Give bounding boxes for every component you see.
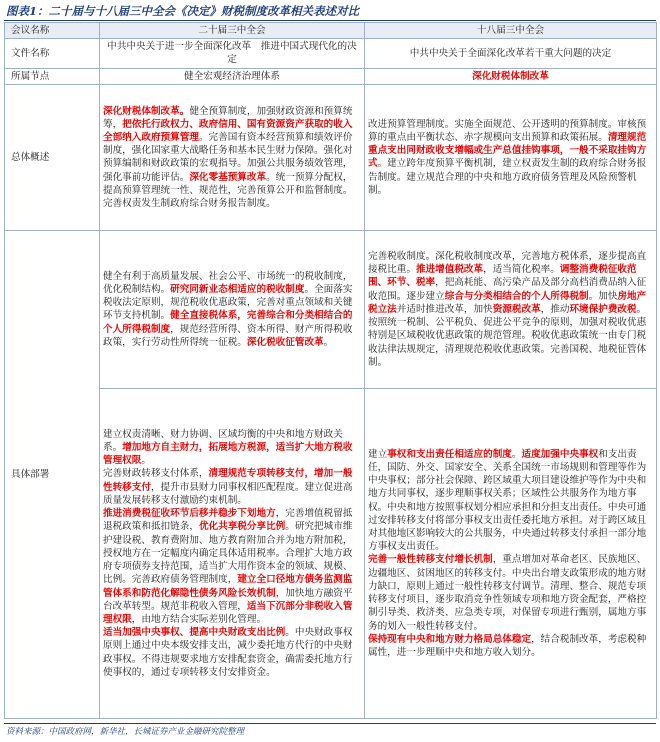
highlight-text: 把依托行政权力、政府信用、国有资源资产获取的收入全部纳入政府预算管理 (103, 118, 353, 143)
body-text: 按照统一税制、公平税负、促进公平竞争的原则，加强对税收优惠特别是区域税收优惠政策的规范管理。税收优惠政策统一由专门税收法律法规规定，清理规范税收优惠政策。完善国税、地税征管体制。 (368, 317, 647, 368)
node-col3: 深化财税体制改革 (365, 68, 657, 84)
header-col2: 二十届三中全会 (100, 23, 365, 39)
body-text: 。 (636, 303, 647, 315)
body-text: ，结合税制改革，考虑税种属性，进一步理顺中央和地方收入划分。 (368, 633, 647, 659)
overview-row (5, 84, 657, 230)
highlight-text: 适当加强中央事权、提高中央财政支出比例 (103, 627, 286, 639)
body-text: 改进预算管理制度。实施全面规范、公开透明的预算制度。审核预算的重点由平衡状态、赤字规模向支出预算和政策拓展。 (368, 118, 647, 143)
overview-label: 总体概述 (5, 84, 100, 230)
header-col3: 十八届三中全会 (365, 23, 657, 39)
highlight-text: 研究同新业态相适应的税收制度 (170, 283, 305, 295)
highlight-text: 增加地方自主财力，拓展地方税源，适当扩大地方税收管理权限 (103, 441, 353, 467)
highlight-text: 深化零基预算改革 (189, 171, 267, 183)
deploy-col2 (100, 388, 365, 718)
highlight-text: 推进消费税征收环节后移并稳步下划地方 (103, 508, 276, 520)
overview-col3 (365, 84, 657, 230)
body-text: 建立 (368, 448, 388, 460)
body-text: 健全预算制度，加强财政资源和预算统筹， (103, 105, 353, 130)
body-text: 。建立跨年度预算平衡机制，建立权责发生制的政府综合财务报告制度。建立规范合理的中央和地方政府债务管理及风险预警机制。 (368, 158, 647, 196)
highlight-text: 深化财税体制改革。 (103, 105, 190, 117)
doc-row (5, 39, 657, 68)
body-text: 完善财政转移支付体系， (103, 468, 209, 480)
body-text: ，重点增加对革命老区、民族地区、边疆地区、贫困地区的转移支付。中央出台增支政策形成的地方财力缺口，原则上通过一般性转移支付调节。清理、整合、规范专项转移支付项目，逐步取消竞争性领域专项和地方资金配套，严格控制引导类、救济类、应急类专项，对保留专项进行甄别，属地方事务的划入一般性转移支付。 (368, 554, 647, 632)
highlight-text: 清理规范专项转移支付，增加一般性转移支付 (103, 468, 353, 493)
body-text: 健全有利于高质量发展、社会公平、市场统一的税收制度，优化税制结构。 (103, 270, 353, 295)
doc-col2: 中共中央关于进一步全面深化改革 推进中国式现代化的决定 (100, 39, 365, 68)
body-text: ，推动 (540, 303, 570, 315)
body-text: ，把高耗能、高污染产品及部分高档消费品纳入征收范围。逐步建立 (368, 277, 647, 302)
highlight-text: 优化共享税分享比例 (198, 521, 286, 533)
body-text: 。加快 (588, 290, 618, 302)
node-col2: 健全宏观经济治理体系 (100, 68, 365, 84)
body-text: 。全面落实税收法定原则，规范税收优惠政策，完善对重点领域和关键环节支持机制。 (103, 283, 353, 322)
comparison-table (4, 22, 657, 719)
tax-col3 (365, 230, 657, 388)
body-text: 。 (511, 448, 522, 460)
highlight-text: 推进增值税改革 (415, 264, 484, 276)
deploy-col3 (365, 388, 657, 718)
highlight-text: 适度加强中央事权 (521, 448, 599, 460)
node-row (5, 68, 657, 84)
highlight-text: 适当下沉部分非税收入管理权限 (103, 600, 353, 625)
body-text: 。研究把城市维护建设税、教育费附加、地方教育附加合并为地方附加税，授权地方在一定幅度内确定具体适用税率。合理扩大地方政府专项债券支持范围，适当扩大用作资本金的领域、规模、比例。完善政府债务管理制度， (103, 521, 353, 586)
highlight-text: 完善一般性转移支付增长机制 (368, 554, 493, 566)
body-text: 。 (323, 336, 334, 348)
highlight-text: 事权和支出责任相适应的制度 (387, 448, 512, 460)
body-text: ，加快地方融资平台改革转型。规范非税收入管理， (103, 587, 353, 612)
tax-col2 (100, 230, 365, 388)
highlight-text: 清理规范重点支出同财政收支增幅或生产总值挂钩事项，一般不采取挂钩方式 (368, 131, 647, 170)
highlight-text: 房地产税立法 (368, 290, 647, 315)
body-text: 建立权责清晰、财力协调、区域均衡的中央和地方财政关系。 (103, 428, 343, 453)
tax-row (5, 230, 657, 388)
highlight-text: 保持现有中央和地方财力格局总体稳定 (368, 633, 532, 645)
header-row (5, 23, 657, 39)
title-rule (4, 20, 656, 21)
bottom-rule (4, 723, 656, 724)
body-text: 和支出责任，国防、外交、国家安全、关系全国统一市场规则和管理等作为中央事权；部分社会保障、跨区域重大项目建设维护等作为中央和地方共同事权，逐步理顺事权关系；区域性公共服务作为地方事权。中央和地方按照事权划分相应承担和分担支出责任。中央可通过安排转移支付将部分事权支出责任委托地方承担。对于跨区域且对其他地区影响较大的公共服务，中央通过转移支付承担一部分地方事权支出责任。 (368, 448, 647, 553)
doc-label: 文件名称 (5, 39, 100, 68)
body-text: 。中央财政事权原则上通过中央本级安排支出，减少委托地方代行的中央财政事权。不得违规要求地方安排配套资金，确需委托地方行使事权的，通过专项转移支付安排资金。 (103, 627, 353, 678)
body-text: ，完善增值税留抵退税政策和抵扣链条， (103, 508, 353, 533)
body-text: ，规范经营所得、资本所得、财产所得税收政策，实行劳动性所得统一征税。 (103, 323, 353, 348)
highlight-text: 调整消费税征收范围、环节、税率 (368, 264, 637, 289)
highlight-text: 建立全口径地方债务监测监管体系和防范化解隐性债务风险长效机制 (103, 574, 353, 599)
overview-col2 (100, 84, 365, 230)
doc-col3: 中共中央关于全面深化改革若干重大问题的决定 (365, 39, 657, 68)
highlight-text: 深化税收征管改革 (246, 336, 324, 348)
deploy-row (5, 388, 657, 718)
body-text: 。统一预算分配权，提高预算管理统一性、规范性，完善预算公开和监督制度。完善权责发生制政府综合财务报告制度。 (103, 171, 353, 210)
body-text: 并适时推进改革，加快 (396, 303, 493, 315)
body-text: ，适当简化税率。 (483, 264, 560, 276)
node-label: 所属节点 (5, 68, 100, 84)
body-text: 。 (141, 455, 151, 467)
deploy-label: 具体部署 (5, 230, 100, 718)
highlight-text: 环境保护费改税 (569, 303, 637, 315)
source-note: 资料来源：中国政府网，新华社，长城证券产业金融研究院整理 (6, 727, 245, 737)
body-text: 完善税收制度。深化税收制度改革，完善地方税体系，逐步提高直接税比重。 (368, 250, 647, 276)
highlight-text: 健全直接税体系，完善综合和分类相结合的个人所得税制度 (103, 310, 353, 335)
header-col1: 会议名称 (5, 23, 100, 39)
body-text: 。完善国有资本经营预算和绩效评价制度，强化国家重大战略任务和基本民生财力保障。强化对预算编制和财政政策的宏观指导。加强公共服务绩效管理，强化事前功能评估。 (103, 131, 353, 183)
highlight-text: 资源税改革 (492, 303, 541, 315)
highlight-text: 综合与分类相结合的个人所得税制 (444, 290, 589, 302)
body-text: ，提升市县财力同事权相匹配程度。建立促进高质量发展转移支付激励约束机制。 (103, 481, 353, 506)
figure-title: 图表1：二十届与十八届三中全会《决定》财税制度改革相关表述对比 (6, 4, 359, 18)
body-text: ，由地方结合实际差别化管理。 (131, 613, 267, 625)
